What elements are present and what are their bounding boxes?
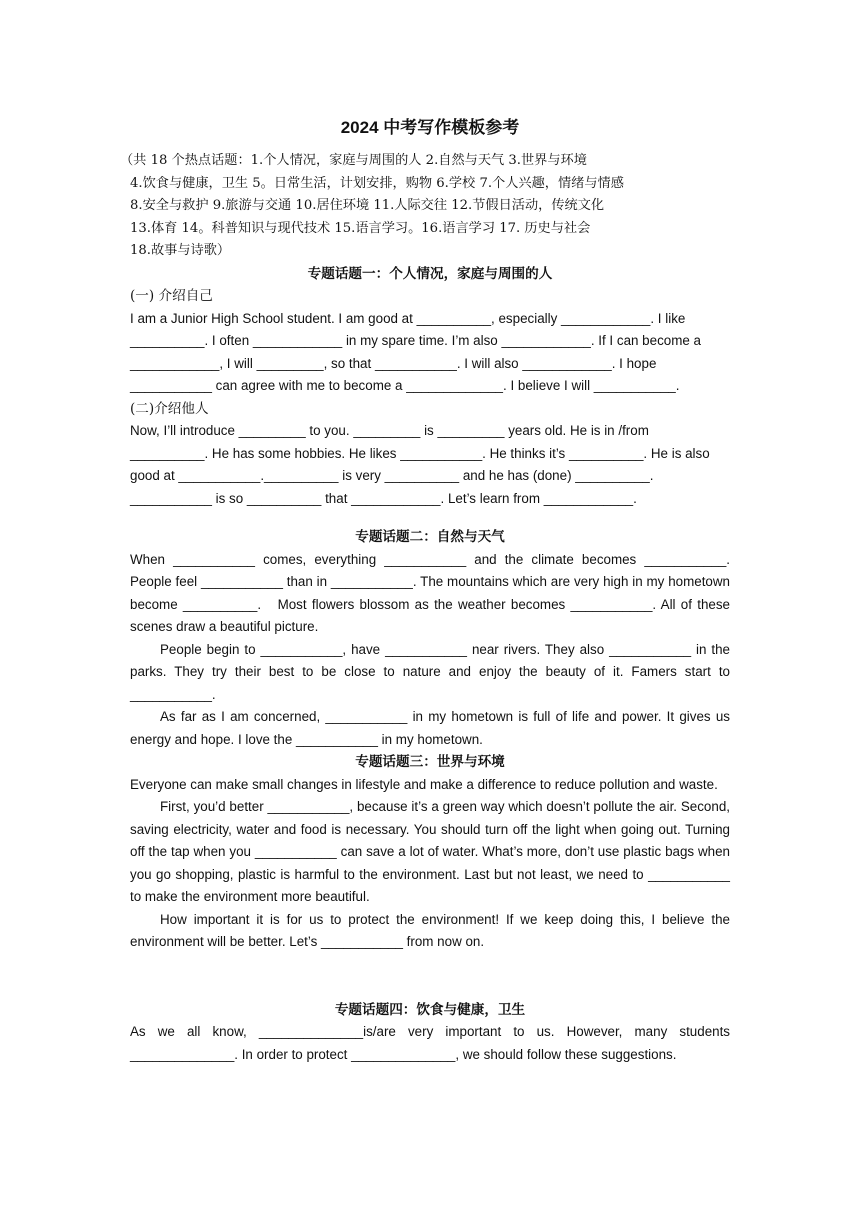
spacer — [130, 510, 730, 526]
paragraph: How important it is for us to protect the environment! If we keep doing this, I believe the environment will be better. Let’s ___________ from now on. — [130, 911, 730, 949]
text-line: I am a Junior High School student. I am good at __________, especially ____________. I like — [130, 310, 686, 326]
text-line: __________. He has some hobbies. He likes ___________. He thinks it’s __________. He is also — [130, 445, 710, 461]
text-line: Now, I’ll introduce _________ to you. _________ is _________ years old. He is in /from — [130, 423, 649, 438]
intro-line: 8.安全与救护 9.旅游与交通 10.居住环境 11.人际交往 12.节假日活动，传统文化 — [130, 198, 605, 213]
topic4-heading: 专题话题四：饮食与健康，卫生 — [334, 1001, 526, 1017]
topic3-heading: 专题话题三：世界与环境 — [355, 754, 505, 769]
intro-line: 13.体育 14。科普知识与现代技术 15.语言学习。16.语言学习 17. 历史与社会 — [130, 220, 591, 236]
topic1-subheading-self: (一) 介绍自己 — [130, 288, 213, 304]
intro-line: （共 18 个热点话题：1.个人情况，家庭与周围的人 2.自然与天气 3.世界与环境 — [120, 153, 587, 168]
document-body — [120, 118, 730, 1066]
topic1-heading: 专题话题一：个人情况，家庭与周围的人 — [307, 265, 553, 281]
intro-line: 4.饮食与健康，卫生 5。日常生活，计划安排，购物 6.学校 7.个人兴趣，情绪与情感 — [130, 175, 624, 191]
document-title: 2024 中考写作模板参考 — [340, 118, 520, 137]
text-line: __________. I often ____________ in my spare time. I’m also ____________. If I can become a — [130, 333, 701, 348]
text-line: ___________ is so __________ that ____________. Let’s learn from ____________. — [130, 490, 637, 506]
paragraph: When ___________ comes, everything ___________ and the climate becomes ___________. People feel ___________ than in ___________. The mountains which are very high in my hometown become __________. Most flowers blossom as the weather becomes ___________. All of these scenes draw a beautiful picture. — [130, 551, 730, 634]
intro-line: 18.故事与诗歌） — [130, 243, 231, 258]
text-line: ____________, I will _________, so that ___________. I will also ____________. I hope — [130, 355, 657, 371]
paragraph: People begin to ___________, have ___________ near rivers. They also ___________ in the parks. They try their best to be close to nature and enjoy the beauty of it. Famers start to ___________. — [130, 641, 730, 702]
topic-list-intro — [120, 150, 730, 263]
paragraph: As far as I am concerned, ___________ in my hometown is full of life and power. It gives us energy and hope. I love the ___________ in my hometown. — [130, 709, 730, 747]
topic2-heading: 专题话题二：自然与天气 — [355, 529, 505, 544]
text-line: good at ___________.__________ is very __________ and he has (done) __________. — [130, 468, 654, 483]
spacer — [130, 954, 730, 999]
text-line: ___________ can agree with me to become a _____________. I believe I will ___________. — [130, 378, 680, 393]
paragraph: First, you’d better ___________, because it’s a green way which doesn’t pollute the air. Second, saving electricity, water and food is necessary. You should turn off the light when going out. Turning off the tap when you ___________ can save a lot of water. What’s more, don’t use plastic bags when you go shopping, plastic is harmful to the environment. Last but not least, we need to ___________ to make the environment more beautiful. — [130, 799, 730, 904]
topic1-subheading-others: (二)介绍他人 — [130, 400, 209, 417]
paragraph: Everyone can make small changes in lifestyle and make a difference to reduce pollution and waste. — [130, 776, 718, 792]
paragraph: As we all know, ______________is/are very important to us. However, many students ______________. In order to protect ______________, we should follow these suggestions. — [130, 1024, 730, 1062]
